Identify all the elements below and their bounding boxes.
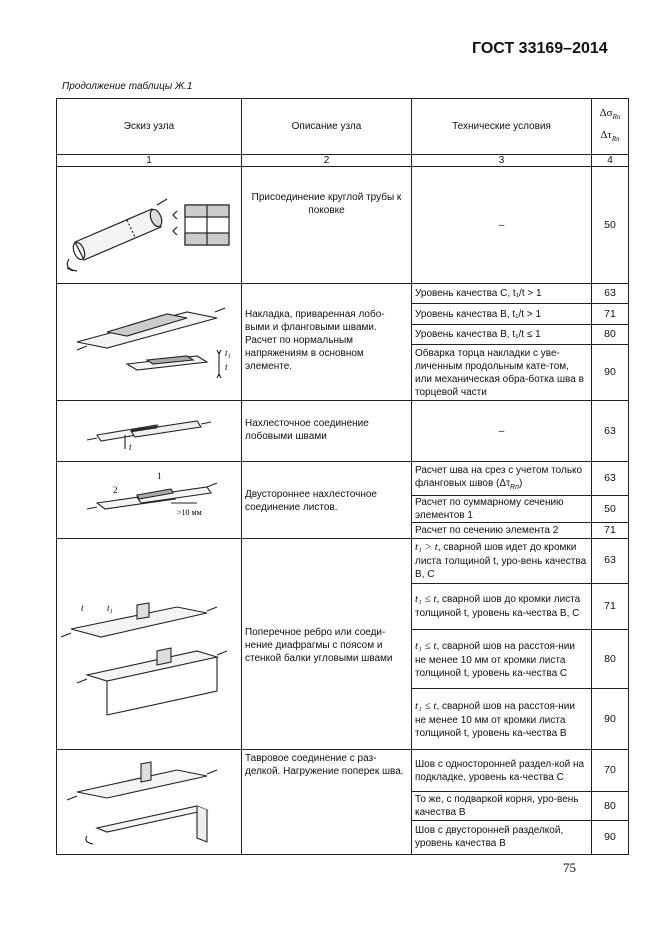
table-row [57, 167, 629, 284]
conditions-cell: То же, с подваркой корня, уро-вень качества В [412, 792, 592, 820]
col-number-2: 2 [242, 155, 412, 167]
condition-text: , сварной шов до кромки листа толщиной t, уровень ка-чества В, С [415, 594, 581, 620]
value-cell: 80 [592, 792, 629, 820]
conditions-cell: t₁ ≤ t, сварной шов на расстоя-нии не менее 10 мм от кромки листа толщиной t, уровень ка-чества В [412, 689, 592, 750]
value-cell: 90 [592, 820, 629, 854]
conditions-cell: Обварка торца накладки с уве-личенным продольным кате-том, или механическая обра-ботка шва в торцевой части [412, 345, 592, 401]
delta-sigma-symbol: Δσ [599, 107, 613, 120]
page-number: 75 [563, 860, 576, 875]
conditions-cell: t₁ ≤ t, сварной шов до кромки листа толщиной t, уровень ка-чества В, С [412, 583, 592, 630]
value-cell: 50 [592, 167, 629, 284]
sketch-lap-joint [57, 401, 242, 462]
conditions-cell: Расчет шва на срез с учетом только фланговых швов $(\Delta\tau_{Rn})$ [412, 462, 592, 496]
table-row [57, 539, 629, 584]
conditions-cell: t₁ ≤ t, сварной шов на расстоя-нии не менее 10 мм от кромки листа толщиной t, уровень ка-чества С [412, 630, 592, 689]
label-1: 1 [157, 471, 162, 481]
col-header-description: Описание узла [242, 99, 412, 155]
value-cell: 50 [592, 496, 629, 523]
value-cell: 63 [592, 462, 629, 496]
conditions-cell: Расчет по суммарному сечению элементов 1 [412, 496, 592, 523]
sketch-pipe-to-forging [57, 167, 242, 284]
description-cell: Накладка, приваренная лобо-выми и фланговыми швами. Расчет по нормальным напряжениям в основном элементе. [242, 284, 412, 401]
col-number-3: 3 [412, 155, 592, 167]
value-cell: 90 [592, 345, 629, 401]
table-row [57, 401, 629, 462]
table-continuation-caption: Продолжение таблицы Ж.1 [62, 81, 193, 92]
weld-joints-table [56, 98, 629, 855]
label-t: t [129, 442, 132, 452]
header-row [57, 99, 629, 155]
description-cell: Нахлесточное соединение лобовыми швами [242, 401, 412, 462]
value-cell: 63 [592, 539, 629, 584]
conditions-cell: – [412, 401, 592, 462]
label-t1: t₁ [107, 603, 113, 613]
col-header-value: $\Delta\sigma_{Rn}$ $\Delta\tau_{Rn}$ [592, 99, 629, 155]
value-cell: 63 [592, 284, 629, 304]
value-cell: 71 [592, 304, 629, 324]
sketch-cover-plate [57, 284, 242, 401]
condition-text: Расчет шва на срез с учетом только фланговых швов (Δτ [415, 464, 583, 489]
value-cell: 63 [592, 401, 629, 462]
value-cell: 80 [592, 324, 629, 344]
label-t: t [225, 362, 228, 372]
conditions-cell: Шов с односторонней раздел-кой на подкладке, уровень ка-чества С [412, 750, 592, 792]
condition-text: , сварной шов идет до кромки листа толщиной t, уро-вень качества В, С [415, 542, 587, 581]
conditions-cell: Уровень качества С, t₁/t > 1 [412, 284, 592, 304]
description-cell: Поперечное ребро или соеди-нение диафрагмы с поясом и стенкой балки угловыми швами [242, 539, 412, 750]
value-cell: 90 [592, 689, 629, 750]
conditions-cell: Шов с двусторонней разделкой, уровень качества В [412, 820, 592, 854]
sketch-double-lap-joint [57, 462, 242, 539]
standard-title: ГОСТ 33169–2014 [472, 40, 608, 57]
condition-text: , сварной шов на расстоя-нии не менее 10 мм от кромки листа толщиной t, уровень ка-чества В [415, 700, 575, 739]
conditions-cell: Расчет по сечению элемента 2 [412, 523, 592, 539]
column-numbers-row [57, 155, 629, 167]
table-row [57, 750, 629, 792]
sketch-transverse-rib [57, 539, 242, 750]
value-cell: 80 [592, 630, 629, 689]
value-cell: 71 [592, 523, 629, 539]
conditions-cell: Уровень качества В, t₁/t > 1 [412, 304, 592, 324]
label-t: t [81, 603, 84, 613]
col-header-sketch: Эскиз узла [57, 99, 242, 155]
label-gap: >10 мм [177, 508, 202, 517]
description-cell: Присоединение круглой трубы к поковке [242, 167, 412, 284]
col-number-1: 1 [57, 155, 242, 167]
table-row [57, 284, 629, 304]
col-number-4: 4 [592, 155, 629, 167]
value-cell: 71 [592, 583, 629, 630]
value-cell: 70 [592, 750, 629, 792]
conditions-cell: t₁ > t, сварной шов идет до кромки листа толщиной t, уро-вень качества В, С [412, 539, 592, 584]
condition-text: , сварной шов на расстоя-нии не менее 10 мм от кромки листа толщиной t, уровень ка-чества С [415, 640, 575, 679]
conditions-cell: – [412, 167, 592, 284]
label-2: 2 [113, 485, 118, 495]
description-cell: Двустороннее нахлесточное соединение листов. [242, 462, 412, 539]
label-t1: t₁ [225, 348, 231, 358]
description-cell: Тавровое соединение с раз-делкой. Нагружение поперек шва. [242, 750, 412, 855]
conditions-cell: Уровень качества В, t₁/t ≤ 1 [412, 324, 592, 344]
sketch-tee-joint [57, 750, 242, 855]
delta-tau-symbol: Δτ [600, 128, 612, 141]
table-row [57, 462, 629, 496]
col-header-conditions: Технические условия [412, 99, 592, 155]
